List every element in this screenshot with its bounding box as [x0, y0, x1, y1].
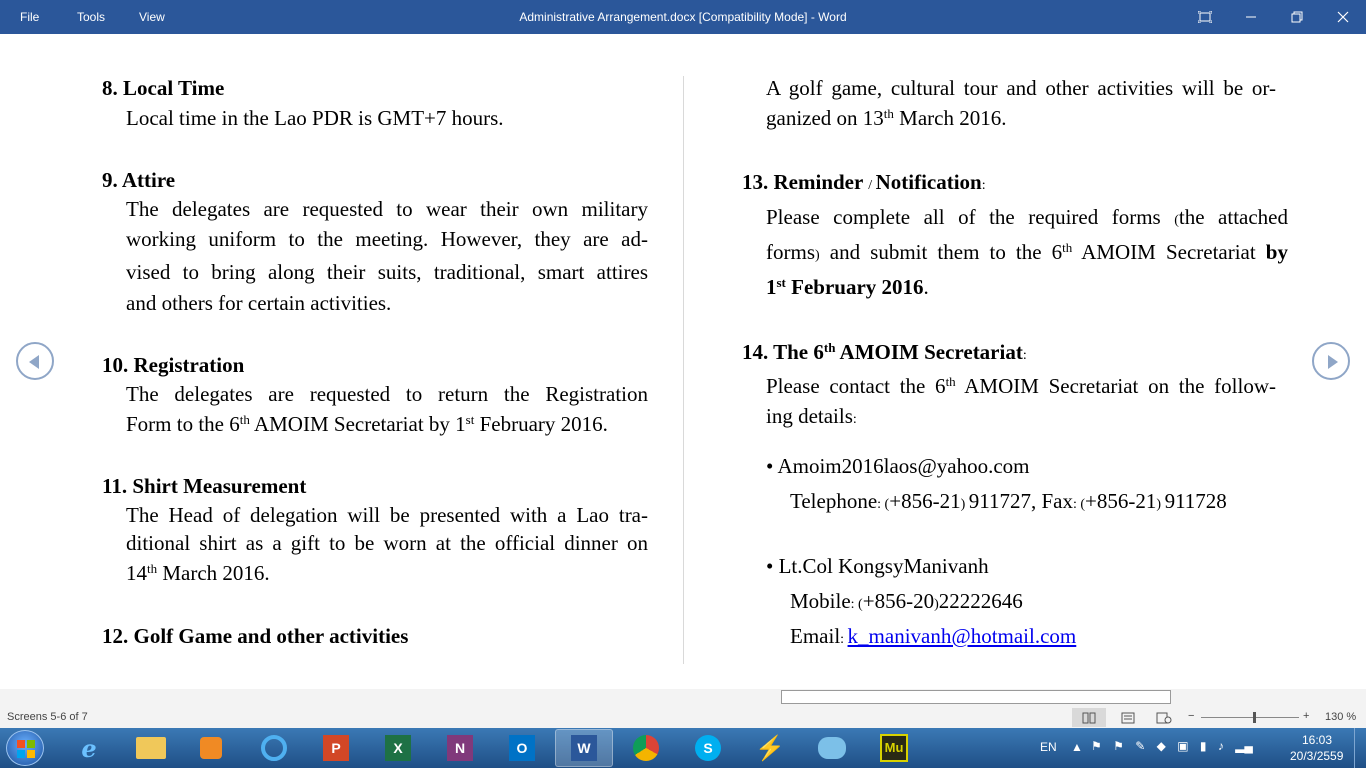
- swirl-app-icon: [261, 735, 287, 761]
- taskbar-outlook[interactable]: [493, 729, 551, 767]
- network-icon: ◆: [1156, 739, 1166, 753]
- text-run: ): [815, 248, 820, 263]
- text-run: :: [840, 632, 848, 647]
- menu-file[interactable]: File: [20, 10, 40, 24]
- section-12-line-2: [766, 106, 1006, 131]
- superscript: th: [147, 561, 158, 576]
- section-9-line-2: working uniform to the meeting. However, they are ad-: [126, 227, 648, 251]
- taskbar-muse[interactable]: [865, 729, 923, 767]
- text-run: : (: [877, 497, 890, 512]
- flag-icon: ⚑: [1113, 739, 1124, 753]
- text-run: ): [1156, 497, 1165, 512]
- battery-icon: ▮: [1199, 739, 1207, 753]
- taskbar-word[interactable]: [555, 729, 613, 767]
- taskbar-app-swirl[interactable]: [245, 729, 303, 767]
- start-button[interactable]: [6, 730, 44, 766]
- contact-bullet-person: • Lt.Col KongsyManivanh: [766, 554, 989, 578]
- section-9-line-3: vised to bring along their suits, traditional, smart attires: [126, 260, 648, 284]
- close-icon: [1337, 11, 1349, 23]
- text-run: Email: [790, 624, 841, 648]
- taskbar-winamp[interactable]: [741, 729, 799, 767]
- arrow-right-icon: [1328, 355, 1338, 369]
- onenote-icon: N: [447, 735, 473, 761]
- section-13-line-2: [766, 240, 1288, 265]
- text-run: the attached: [1178, 205, 1288, 229]
- section-9-line-1: The delegates are requested to wear their own military: [126, 197, 648, 221]
- text-run: : (: [850, 597, 863, 612]
- web-layout-button[interactable]: [1152, 708, 1176, 727]
- superscript: st: [776, 275, 786, 290]
- powerpoint-icon: P: [323, 735, 349, 761]
- web-layout-icon: [1156, 712, 1172, 724]
- print-layout-icon: [1121, 712, 1135, 724]
- clock-time[interactable]: 16:03: [1302, 733, 1333, 747]
- fit-screen-icon: [1198, 11, 1212, 23]
- messenger-icon: [818, 737, 846, 759]
- section-10-line-2: [126, 412, 608, 437]
- text-run: 1: [766, 275, 777, 299]
- text-run: +856-21: [1085, 489, 1157, 513]
- taskbar-skype[interactable]: [679, 729, 737, 767]
- text-run: February 2016.: [474, 412, 608, 436]
- section-12-line-1: A golf game, cultural tour and other activities will be or-: [766, 76, 1276, 100]
- section-10-line-1: The delegates are requested to return the Registration: [126, 382, 648, 406]
- section-13-line-1: [766, 205, 1288, 230]
- column-divider: [683, 76, 684, 664]
- zoom-slider[interactable]: [1201, 717, 1299, 718]
- section-8-title: 8. Local Time: [102, 76, 225, 100]
- section-8-body: Local time in the Lao PDR is GMT+7 hours.: [126, 106, 504, 130]
- text-run: March 2016.: [157, 561, 270, 585]
- taskbar-powerpoint[interactable]: [307, 729, 365, 767]
- text-run: Telephone: [790, 489, 878, 513]
- minimize-icon: [1245, 11, 1257, 23]
- menu-view[interactable]: View: [139, 10, 165, 24]
- restore-icon: [1291, 11, 1303, 23]
- text-run: :: [1022, 348, 1027, 363]
- text-run: March 2016.: [893, 106, 1007, 130]
- zoom-slider-thumb[interactable]: [1253, 712, 1256, 723]
- zoom-out-button[interactable]: −: [1188, 710, 1195, 722]
- clock-date[interactable]: 20/3/2559: [1290, 749, 1344, 763]
- taskbar-internet-explorer[interactable]: [60, 729, 118, 767]
- tool-icon: ✎: [1135, 739, 1146, 753]
- media-player-icon: [200, 737, 222, 759]
- minimize-button[interactable]: [1228, 0, 1274, 34]
- section-11-title: 11. Shirt Measurement: [102, 474, 307, 498]
- text-run: 14: [126, 561, 147, 585]
- contact-email: [790, 624, 1076, 649]
- text-run: AMOIM Secretariat on the follow-: [955, 374, 1276, 398]
- text-run: /: [868, 178, 876, 193]
- text-run: Notification: [875, 170, 982, 194]
- text-run: and submit them to the 6: [819, 240, 1063, 264]
- contact-mobile: [790, 589, 1023, 614]
- section-13-title: [742, 170, 986, 195]
- text-run: Please complete all of the required forms: [766, 205, 1175, 229]
- section-12-title: 12. Golf Game and other activities: [102, 624, 409, 648]
- arrow-left-icon: [29, 355, 39, 369]
- section-11-line-2: ditional shirt as a gift to be worn at the official dinner on: [126, 531, 648, 555]
- text-run: February 2016: [785, 275, 924, 299]
- taskbar-excel[interactable]: [369, 729, 427, 767]
- section-14-line-1: [766, 374, 1276, 399]
- tray-icons[interactable]: [1091, 739, 1253, 753]
- text-run: by: [1265, 240, 1288, 264]
- superscript: st: [465, 412, 475, 427]
- skype-icon: S: [695, 735, 721, 761]
- section-9-title: 9. Attire: [102, 168, 176, 192]
- excel-icon: X: [385, 735, 411, 761]
- text-run: ganized on 13: [766, 106, 884, 130]
- text-run: : (: [1072, 497, 1086, 512]
- read-mode-button[interactable]: [1072, 708, 1106, 727]
- windows-logo-icon: [17, 740, 35, 758]
- status-bar: [0, 707, 1366, 728]
- chrome-icon: [633, 735, 659, 761]
- text-run: ing details: [766, 404, 853, 428]
- superscript: th: [945, 374, 956, 389]
- text-run: AMOIM Secretariat: [835, 340, 1023, 364]
- show-hidden-icons-button[interactable]: ▲: [1071, 740, 1083, 754]
- taskbar-file-explorer[interactable]: [122, 729, 180, 767]
- flag-warning-icon: ⚑: [1091, 739, 1102, 753]
- section-11-line-1: The Head of delegation will be presented with a Lao tra-: [126, 503, 648, 527]
- taskbar-chrome[interactable]: [617, 729, 675, 767]
- zoom-level[interactable]: 130 %: [1325, 711, 1357, 723]
- taskbar: [0, 728, 1366, 768]
- print-layout-button[interactable]: [1116, 708, 1140, 727]
- title-bar: [0, 0, 1366, 34]
- close-button[interactable]: [1320, 0, 1366, 34]
- text-run: ): [960, 497, 969, 512]
- muse-icon: Mu: [880, 734, 908, 762]
- text-run: 14. The 6: [742, 340, 824, 364]
- text-run: AMOIM Secretariat: [1072, 240, 1266, 264]
- lightning-app-icon: ⚡: [755, 734, 785, 762]
- signal-icon: ▂▄: [1235, 739, 1253, 753]
- text-run: 22222646: [938, 589, 1023, 613]
- text-run: Form to the 6: [126, 412, 240, 436]
- security-icon: ▣: [1177, 739, 1189, 753]
- volume-icon: ♪: [1217, 739, 1224, 753]
- text-run: .: [923, 275, 929, 299]
- text-run: +856-20: [862, 589, 935, 613]
- contact-telephone: [790, 489, 1227, 514]
- text-run: +856-21: [889, 489, 961, 513]
- previous-screen-button[interactable]: [16, 342, 54, 380]
- next-screen-button[interactable]: [1312, 342, 1350, 380]
- section-13-line-3: [766, 275, 929, 300]
- text-run: forms: [766, 240, 815, 264]
- zoom-in-button[interactable]: +: [1303, 710, 1310, 722]
- taskbar-messenger[interactable]: [803, 729, 861, 767]
- screen-counter: Screens 5-6 of 7: [7, 711, 88, 723]
- superscript: th: [883, 106, 894, 121]
- text-run: :: [981, 178, 986, 193]
- show-desktop-button[interactable]: [1354, 728, 1366, 768]
- horizontal-scrollbar-thumb[interactable]: [781, 690, 1171, 704]
- superscript: th: [1062, 240, 1073, 255]
- section-14-title: [742, 340, 1027, 365]
- section-11-line-3: [126, 561, 270, 586]
- text-run: :: [852, 412, 857, 427]
- text-run: Mobile: [790, 589, 851, 613]
- folder-icon: [136, 737, 166, 759]
- section-10-title: 10. Registration: [102, 353, 245, 377]
- text-run: AMOIM Secretariat by 1: [249, 412, 466, 436]
- window-title: Administrative Arrangement.docx [Compatibility Mode] - Word: [519, 10, 847, 24]
- text-run: (: [1174, 213, 1179, 228]
- internet-explorer-icon: e: [81, 733, 97, 763]
- text-run: 13. Reminder: [742, 170, 869, 194]
- word-icon: W: [571, 735, 597, 761]
- superscript: th: [239, 412, 250, 427]
- text-run: ): [934, 597, 939, 612]
- contact-bullet-email: • Amoim2016laos@yahoo.com: [766, 454, 1030, 478]
- language-indicator[interactable]: EN: [1040, 740, 1057, 754]
- fit-screen-button[interactable]: [1182, 0, 1228, 34]
- text-run: Please contact the 6: [766, 374, 946, 398]
- read-mode-icon: [1082, 712, 1096, 724]
- restore-button[interactable]: [1274, 0, 1320, 34]
- text-run: 911727, Fax: [968, 489, 1073, 513]
- section-14-line-2: [766, 404, 857, 429]
- text-run: 911728: [1164, 489, 1227, 513]
- menu-tools[interactable]: Tools: [77, 10, 106, 24]
- taskbar-onenote[interactable]: [431, 729, 489, 767]
- outlook-icon: O: [509, 735, 535, 761]
- superscript: th: [823, 340, 836, 355]
- taskbar-media-player[interactable]: [182, 729, 240, 767]
- email-link[interactable]: k_manivanh@hotmail.com: [847, 624, 1077, 648]
- section-9-line-4: and others for certain activities.: [126, 291, 392, 315]
